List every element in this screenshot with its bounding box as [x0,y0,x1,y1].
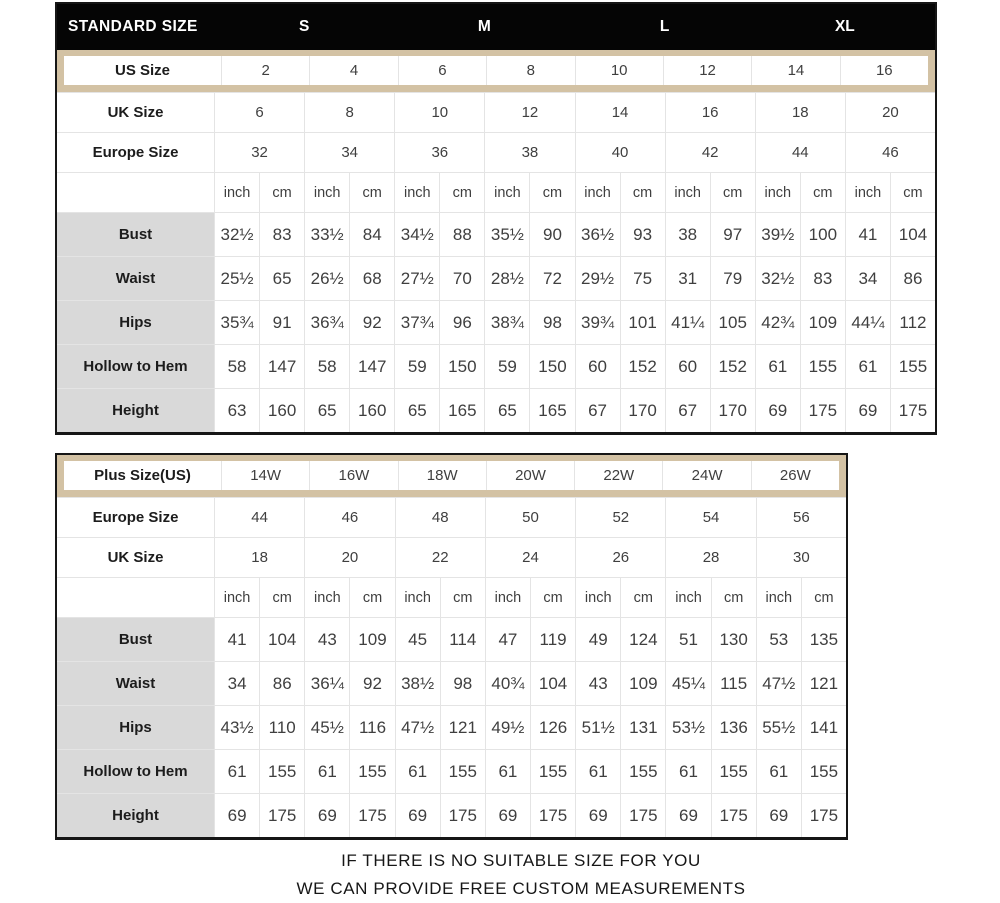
measurement-value: 98 [440,662,485,705]
measurement-value: 36¼ [304,662,349,705]
measurement-value: 114 [440,618,485,661]
size-group-header: L [659,18,670,35]
measurement-value: 41¼ [665,301,710,344]
unit-label: cm [529,173,574,212]
unit-label: inch [304,173,349,212]
measurement-value: 69 [755,389,800,432]
measurement-value: 26½ [304,257,349,300]
table-row [57,212,935,256]
measurement-value: 101 [620,301,665,344]
measurement-value: 59 [484,345,529,388]
table-row [57,537,846,577]
unit-label: inch [755,173,800,212]
measurement-value: 51 [665,618,710,661]
size-value: 12 [484,93,574,132]
measurement-value: 110 [259,706,304,749]
unit-label: inch [304,578,349,617]
measurement-value: 152 [710,345,755,388]
measurement-value: 32½ [755,257,800,300]
size-value: 12 [663,56,751,85]
measurement-value: 37¾ [394,301,439,344]
measurement-value: 155 [801,750,846,793]
measurement-value: 67 [575,389,620,432]
size-value: 40 [575,133,665,172]
measurement-value: 155 [349,750,394,793]
size-value: 50 [485,498,575,537]
measurement-value: 109 [349,618,394,661]
standard-size-table [55,2,937,435]
unit-label: cm [259,578,304,617]
measurement-value: 59 [394,345,439,388]
unit-label: inch [395,578,440,617]
measurement-value: 69 [304,794,349,837]
measurement-value: 35½ [484,213,529,256]
measurement-value: 79 [710,257,755,300]
measurement-value: 83 [800,257,845,300]
measurement-value: 35¾ [214,301,259,344]
measurement-value: 39¾ [575,301,620,344]
unit-label: cm [620,173,665,212]
measurement-value: 28½ [484,257,529,300]
size-value: 34 [304,133,394,172]
measurement-value: 75 [620,257,665,300]
measurement-value: 97 [710,213,755,256]
measurement-label: Waist [57,257,214,300]
measurement-value: 34½ [394,213,439,256]
measurement-value: 155 [620,750,665,793]
measurement-value: 121 [801,662,846,705]
measurement-value: 147 [349,345,394,388]
measurement-value: 53 [756,618,801,661]
measurement-value: 155 [259,750,304,793]
measurement-value: 61 [485,750,530,793]
unit-label: cm [259,173,304,212]
measurement-value: 36½ [575,213,620,256]
measurement-value: 69 [575,794,620,837]
measurement-value: 72 [529,257,574,300]
measurement-value: 47 [485,618,530,661]
measurement-value: 84 [349,213,394,256]
size-value: 48 [395,498,485,537]
measurement-value: 63 [214,389,259,432]
measurement-value: 175 [530,794,575,837]
unit-label: inch [484,173,529,212]
measurement-value: 61 [845,345,890,388]
measurement-value: 68 [349,257,394,300]
measurement-value: 109 [620,662,665,705]
measurement-value: 49½ [485,706,530,749]
measurement-value: 92 [349,301,394,344]
measurement-value: 170 [620,389,665,432]
table-row [57,705,846,749]
unit-label: inch [214,173,259,212]
measurement-value: 69 [665,794,710,837]
measurement-value: 105 [710,301,755,344]
measurement-value: 135 [801,618,846,661]
unit-label: cm [530,578,575,617]
measurement-label: Waist [57,662,214,705]
size-value: 22 [395,538,485,577]
size-value: 26 [575,538,665,577]
size-value: 4 [309,56,397,85]
table-row [57,455,846,497]
size-value: 18 [214,538,304,577]
measurement-label: Bust [57,618,214,661]
size-value: 44 [214,498,304,537]
measurement-value: 160 [259,389,304,432]
measurement-value: 43 [304,618,349,661]
measurement-value: 90 [529,213,574,256]
table-row [57,577,846,617]
measurement-value: 31 [665,257,710,300]
measurement-value: 130 [711,618,756,661]
table-row [57,617,846,661]
unit-label: inch [575,173,620,212]
measurement-value: 61 [304,750,349,793]
table-row [57,497,846,537]
measurement-value: 121 [440,706,485,749]
measurement-value: 38 [665,213,710,256]
measurement-value: 175 [711,794,756,837]
measurement-value: 115 [711,662,756,705]
measurement-value: 124 [620,618,665,661]
size-value: 28 [665,538,755,577]
size-value: 20W [486,461,574,490]
measurement-value: 175 [440,794,485,837]
table-row [57,256,935,300]
measurement-value: 119 [530,618,575,661]
measurement-value: 109 [800,301,845,344]
measurement-value: 51½ [575,706,620,749]
measurement-value: 155 [800,345,845,388]
table-row [57,793,846,837]
size-value: 36 [394,133,484,172]
size-value: 42 [665,133,755,172]
measurement-value: 141 [801,706,846,749]
size-value: 56 [756,498,846,537]
size-value: 10 [575,56,663,85]
measurement-value: 155 [440,750,485,793]
measurement-value: 69 [395,794,440,837]
size-value: 20 [304,538,394,577]
size-group-header: M [477,18,491,35]
unit-label: cm [620,578,665,617]
measurement-value: 34 [214,662,259,705]
measurement-label: Hips [57,706,214,749]
table-row [57,92,935,132]
measurement-value: 160 [349,389,394,432]
measurement-value: 100 [800,213,845,256]
measurement-value: 41 [214,618,259,661]
measurement-value: 29½ [575,257,620,300]
measurement-label: Hollow to Hem [57,345,214,388]
measurement-value: 47½ [756,662,801,705]
size-value: 14W [221,461,309,490]
measurement-value: 131 [620,706,665,749]
size-value: 46 [304,498,394,537]
measurement-value: 92 [349,662,394,705]
measurement-value: 175 [800,389,845,432]
size-value: 24W [662,461,750,490]
measurement-value: 175 [620,794,665,837]
measurement-value: 150 [439,345,484,388]
size-system-label: Plus Size(US) [94,467,191,484]
measurement-value: 60 [575,345,620,388]
measurement-value: 116 [349,706,394,749]
measurement-value: 175 [349,794,394,837]
measurement-value: 69 [214,794,259,837]
size-value: 32 [214,133,304,172]
size-value: 16W [309,461,397,490]
measurement-value: 65 [259,257,304,300]
measurement-value: 61 [575,750,620,793]
measurement-value: 147 [259,345,304,388]
measurement-value: 38¾ [484,301,529,344]
measurement-value: 96 [439,301,484,344]
measurement-value: 175 [259,794,304,837]
measurement-value: 91 [259,301,304,344]
measurement-value: 93 [620,213,665,256]
table-row [57,300,935,344]
measurement-value: 61 [665,750,710,793]
size-group-header: S [298,18,310,35]
measurement-value: 36¾ [304,301,349,344]
measurement-value: 165 [529,389,574,432]
measurement-value: 60 [665,345,710,388]
measurement-value: 88 [439,213,484,256]
measurement-value: 47½ [395,706,440,749]
size-value: 44 [755,133,845,172]
measurement-value: 126 [530,706,575,749]
measurement-value: 155 [890,345,935,388]
measurement-value: 83 [259,213,304,256]
size-system-label: US Size [114,62,171,79]
unit-row-label [57,578,214,617]
measurement-value: 65 [304,389,349,432]
table-row [57,661,846,705]
unit-label: inch [485,578,530,617]
measurement-value: 25½ [214,257,259,300]
size-value: 16 [840,56,928,85]
measurement-label: Bust [57,213,214,256]
measurement-value: 155 [530,750,575,793]
unit-label: cm [439,173,484,212]
measurement-value: 45½ [304,706,349,749]
unit-label: cm [710,173,755,212]
measurement-value: 175 [801,794,846,837]
footer-line-2: WE CAN PROVIDE FREE CUSTOM MEASUREMENTS [296,879,746,898]
table-row [57,749,846,793]
measurement-value: 27½ [394,257,439,300]
measurement-value: 43 [575,662,620,705]
measurement-value: 55½ [756,706,801,749]
custom-measurements-note [0,847,1000,903]
unit-label: inch [214,578,259,617]
size-value: 20 [845,93,935,132]
table-row [57,132,935,172]
measurement-value: 44¼ [845,301,890,344]
measurement-value: 69 [845,389,890,432]
measurement-value: 65 [484,389,529,432]
table-row [57,344,935,388]
measurement-value: 86 [890,257,935,300]
measurement-value: 42¾ [755,301,800,344]
size-value: 10 [394,93,484,132]
unit-label: inch [756,578,801,617]
size-value: 8 [486,56,574,85]
measurement-value: 152 [620,345,665,388]
size-value: 16 [665,93,755,132]
unit-label: inch [845,173,890,212]
measurement-value: 45¼ [665,662,710,705]
measurement-value: 58 [304,345,349,388]
size-value: 14 [751,56,839,85]
measurement-value: 61 [756,750,801,793]
size-system-label: UK Size [107,104,164,121]
size-value: 30 [756,538,846,577]
unit-label: cm [801,578,846,617]
measurement-value: 45 [395,618,440,661]
measurement-value: 39½ [755,213,800,256]
unit-label: inch [665,173,710,212]
unit-label: cm [440,578,485,617]
measurement-value: 38½ [395,662,440,705]
measurement-value: 43½ [214,706,259,749]
measurement-value: 175 [890,389,935,432]
table-row [57,4,935,50]
measurement-value: 165 [439,389,484,432]
measurement-value: 33½ [304,213,349,256]
measurement-value: 150 [529,345,574,388]
measurement-label: Hollow to Hem [57,750,214,793]
measurement-value: 112 [890,301,935,344]
size-value: 24 [485,538,575,577]
size-value: 46 [845,133,935,172]
size-value: 38 [484,133,574,172]
size-value: 54 [665,498,755,537]
size-value: 52 [575,498,665,537]
measurement-label: Hips [57,301,214,344]
size-value: 18W [398,461,486,490]
size-value: 6 [214,93,304,132]
size-value: 6 [398,56,486,85]
measurement-value: 69 [756,794,801,837]
size-value: 26W [751,461,839,490]
unit-label: inch [665,578,710,617]
measurement-value: 98 [529,301,574,344]
table-title: STANDARD SIZE [68,18,198,35]
unit-label: cm [349,578,394,617]
size-system-label: Europe Size [92,509,179,526]
size-value: 8 [304,93,394,132]
unit-row-label [57,173,214,212]
measurement-value: 104 [259,618,304,661]
unit-label: cm [800,173,845,212]
unit-label: cm [890,173,935,212]
measurement-value: 58 [214,345,259,388]
measurement-value: 61 [395,750,440,793]
measurement-value: 61 [214,750,259,793]
unit-label: inch [394,173,439,212]
size-value: 18 [755,93,845,132]
size-group-header: XL [834,18,855,35]
plus-size-table [55,453,848,840]
table-row [57,388,935,432]
footer-line-1: IF THERE IS NO SUITABLE SIZE FOR YOU [341,851,701,870]
size-value: 22W [574,461,662,490]
measurement-value: 104 [890,213,935,256]
measurement-value: 136 [711,706,756,749]
size-value: 2 [221,56,309,85]
measurement-value: 53½ [665,706,710,749]
measurement-value: 41 [845,213,890,256]
unit-label: inch [575,578,620,617]
measurement-value: 49 [575,618,620,661]
measurement-value: 65 [394,389,439,432]
measurement-value: 170 [710,389,755,432]
table-row [57,172,935,212]
measurement-value: 40¾ [485,662,530,705]
size-system-label: Europe Size [92,144,179,161]
measurement-value: 86 [259,662,304,705]
measurement-value: 34 [845,257,890,300]
size-value: 14 [575,93,665,132]
measurement-value: 69 [485,794,530,837]
measurement-value: 32½ [214,213,259,256]
measurement-label: Height [57,389,214,432]
unit-label: cm [711,578,756,617]
measurement-value: 155 [711,750,756,793]
size-system-label: UK Size [107,549,164,566]
measurement-label: Height [57,794,214,837]
table-row [57,50,935,92]
measurement-value: 104 [530,662,575,705]
measurement-value: 61 [755,345,800,388]
measurement-value: 67 [665,389,710,432]
measurement-value: 70 [439,257,484,300]
unit-label: cm [349,173,394,212]
